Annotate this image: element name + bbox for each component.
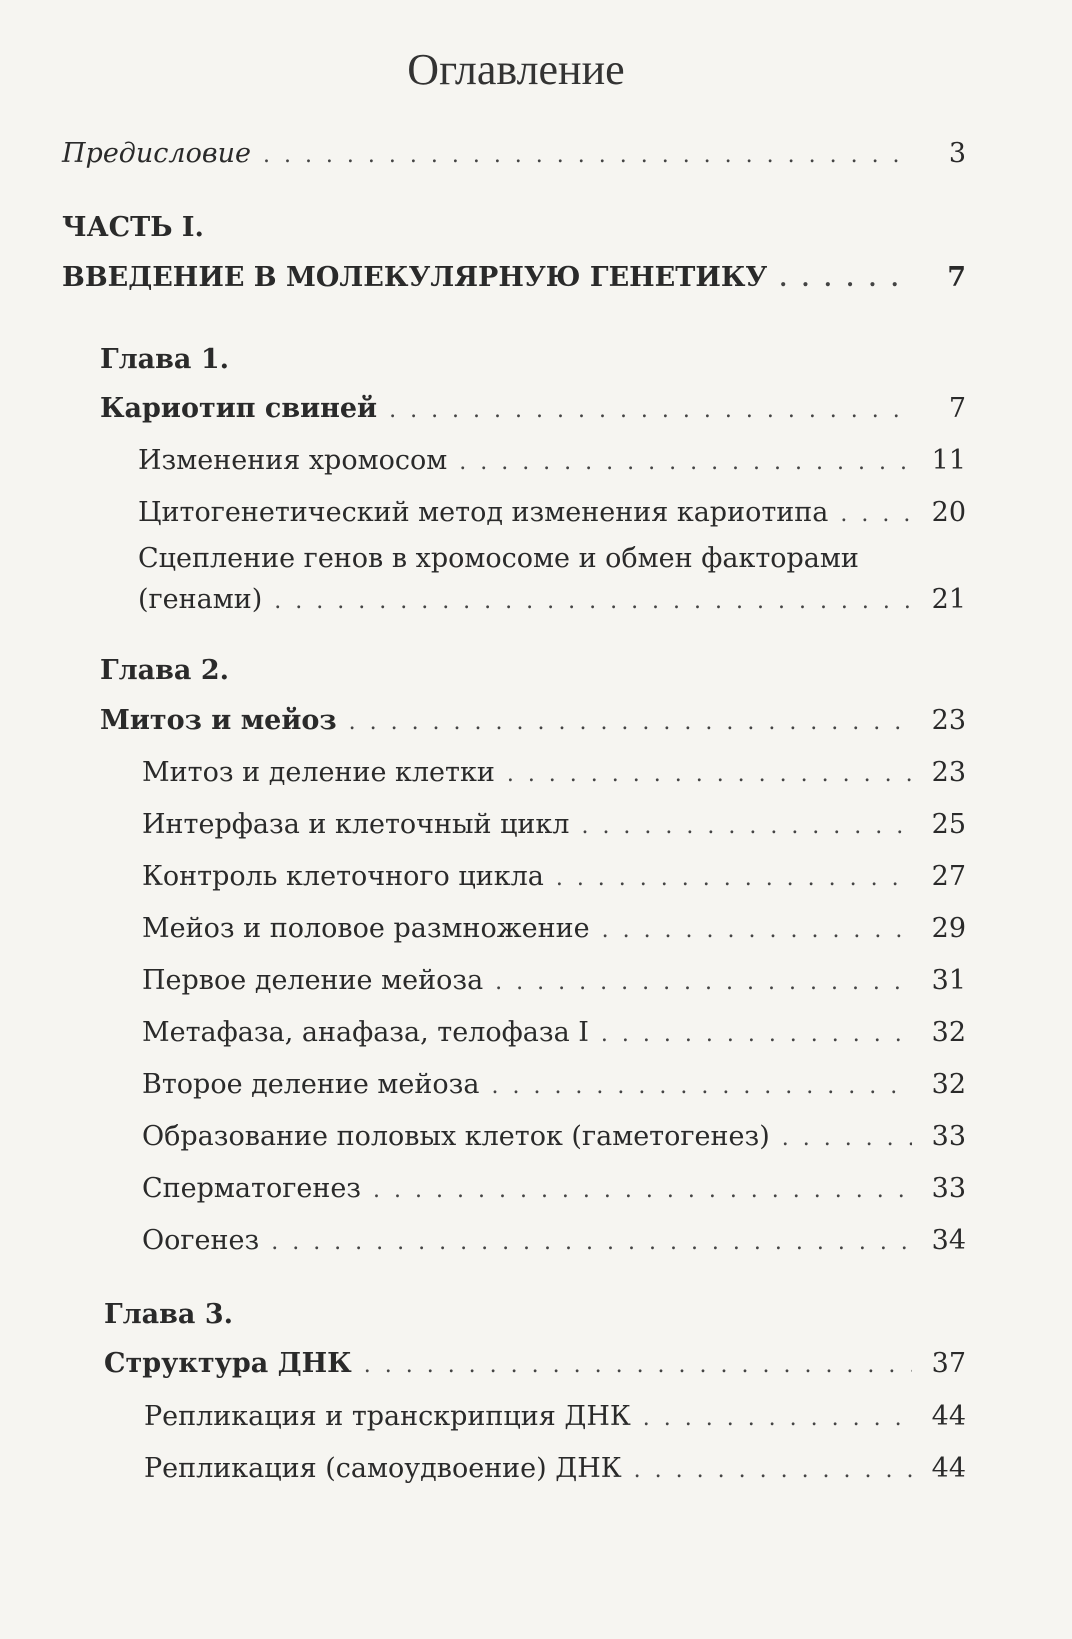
toc-entry-label: Оогенез	[142, 1225, 260, 1256]
dot-leader	[459, 443, 912, 483]
toc-page-number: 20	[931, 497, 966, 528]
toc-entry-label: Репликация (самоудвоение) ДНК	[144, 1453, 622, 1484]
toc-entry-label: Митоз и деление клетки	[142, 757, 495, 788]
toc-entry-section[interactable]	[0, 1169, 1072, 1209]
toc-page-number: 44	[931, 1401, 966, 1432]
toc-entry-section[interactable]	[0, 1065, 1072, 1105]
toc-entry-section[interactable]	[0, 961, 1072, 1001]
dot-leader	[389, 391, 912, 431]
toc-page-number: 3	[948, 138, 966, 169]
toc-entry-chapter-title[interactable]	[0, 389, 1072, 429]
toc-page-number: 7	[948, 393, 966, 424]
toc-entry-label: Структура ДНК	[104, 1348, 352, 1379]
dot-leader	[840, 495, 912, 535]
dot-leader	[782, 1119, 912, 1159]
chapter-number: Глава 3.	[104, 1299, 234, 1330]
toc-entry-label: Изменения хромосом	[138, 445, 448, 476]
dot-leader	[507, 755, 912, 795]
toc-entry-section[interactable]	[0, 441, 1072, 481]
toc-page-number: 29	[931, 913, 966, 944]
dot-leader	[581, 807, 912, 847]
toc-page-number: 31	[931, 965, 966, 996]
toc-entry-label: Первое деление мейоза	[142, 965, 484, 996]
toc-entry-label: Мейоз и половое размножение	[142, 913, 590, 944]
toc-entry-section[interactable]	[0, 1449, 1072, 1489]
toc-entry-section[interactable]	[0, 1221, 1072, 1261]
dot-leader	[643, 1399, 912, 1439]
toc-entry-label: Сперматогенез	[142, 1173, 362, 1204]
dot-leader	[634, 1451, 912, 1491]
toc-entry-label: Метафаза, анафаза, телофаза I	[142, 1017, 589, 1048]
toc-entry-label: Репликация и транскрипция ДНК	[144, 1401, 631, 1432]
dot-leader	[491, 1067, 912, 1107]
toc-entry-preface[interactable]	[0, 134, 1072, 174]
dot-leader	[602, 911, 912, 951]
toc-page-number: 33	[931, 1173, 966, 1204]
toc-entry-label: Интерфаза и клеточный цикл	[142, 809, 570, 840]
toc-entry-section[interactable]	[0, 805, 1072, 845]
toc-page-number: 34	[931, 1225, 966, 1256]
dot-leader	[779, 259, 912, 299]
dot-leader	[373, 1171, 912, 1211]
toc-entry-label: Митоз и мейоз	[100, 705, 337, 736]
toc-entry-label: ВВЕДЕНИЕ В МОЛЕКУЛЯРНУЮ ГЕНЕТИКУ	[62, 262, 768, 293]
dot-leader	[364, 1346, 912, 1386]
dot-leader	[349, 703, 912, 743]
toc-page-number: 27	[931, 861, 966, 892]
toc-page-number: 33	[931, 1121, 966, 1152]
toc-page-number: 23	[931, 705, 966, 736]
toc-entry-section[interactable]	[0, 1117, 1072, 1157]
dot-leader	[495, 963, 912, 1003]
toc-entry-label: Сцепление генов в хромосоме и обмен факторами	[138, 543, 859, 574]
dot-leader	[263, 136, 912, 176]
dot-leader	[556, 859, 912, 899]
toc-entry-section[interactable]	[0, 493, 1072, 533]
toc-page-number: 11	[931, 445, 966, 476]
toc-entry-section[interactable]	[0, 857, 1072, 897]
toc-page-number: 21	[931, 584, 966, 615]
chapter-number: Глава 2.	[100, 655, 230, 686]
toc-entry-section[interactable]	[0, 580, 1072, 620]
toc-page-number: 7	[947, 262, 966, 293]
toc-entry-label: Образование половых клеток (гаметогенез)	[142, 1121, 770, 1152]
toc-entry-section[interactable]	[0, 753, 1072, 793]
toc-entry-label: Кариотип свиней	[100, 393, 378, 424]
toc-entry-part-title[interactable]	[0, 258, 1072, 298]
toc-page-number: 23	[931, 757, 966, 788]
toc-entry-label: Контроль клеточного цикла	[142, 861, 544, 892]
toc-entry-section-line1[interactable]	[0, 539, 1072, 579]
toc-page-number: 32	[931, 1069, 966, 1100]
toc-entry-chapter-title[interactable]	[0, 701, 1072, 741]
toc-entry-section[interactable]	[0, 1397, 1072, 1437]
part-heading: ЧАСТЬ I.	[62, 212, 204, 243]
chapter-number: Глава 1.	[100, 344, 230, 375]
toc-page-number: 44	[931, 1453, 966, 1484]
toc-entry-label: Второе деление мейоза	[142, 1069, 480, 1100]
dot-leader	[274, 582, 912, 622]
toc-page-number: 25	[931, 809, 966, 840]
toc-entry-label: (генами)	[138, 584, 263, 615]
dot-leader	[271, 1223, 912, 1263]
toc-entry-section[interactable]	[0, 1013, 1072, 1053]
page-title: Оглавление	[407, 45, 625, 94]
toc-entry-label: Цитогенетический метод изменения кариотипа	[138, 497, 829, 528]
toc-entry-label: Предисловие	[62, 138, 251, 169]
toc-entry-section[interactable]	[0, 909, 1072, 949]
dot-leader	[601, 1015, 912, 1055]
toc-page-number: 37	[931, 1348, 966, 1379]
toc-page-number: 32	[931, 1017, 966, 1048]
toc-entry-chapter-title[interactable]	[0, 1344, 1072, 1384]
